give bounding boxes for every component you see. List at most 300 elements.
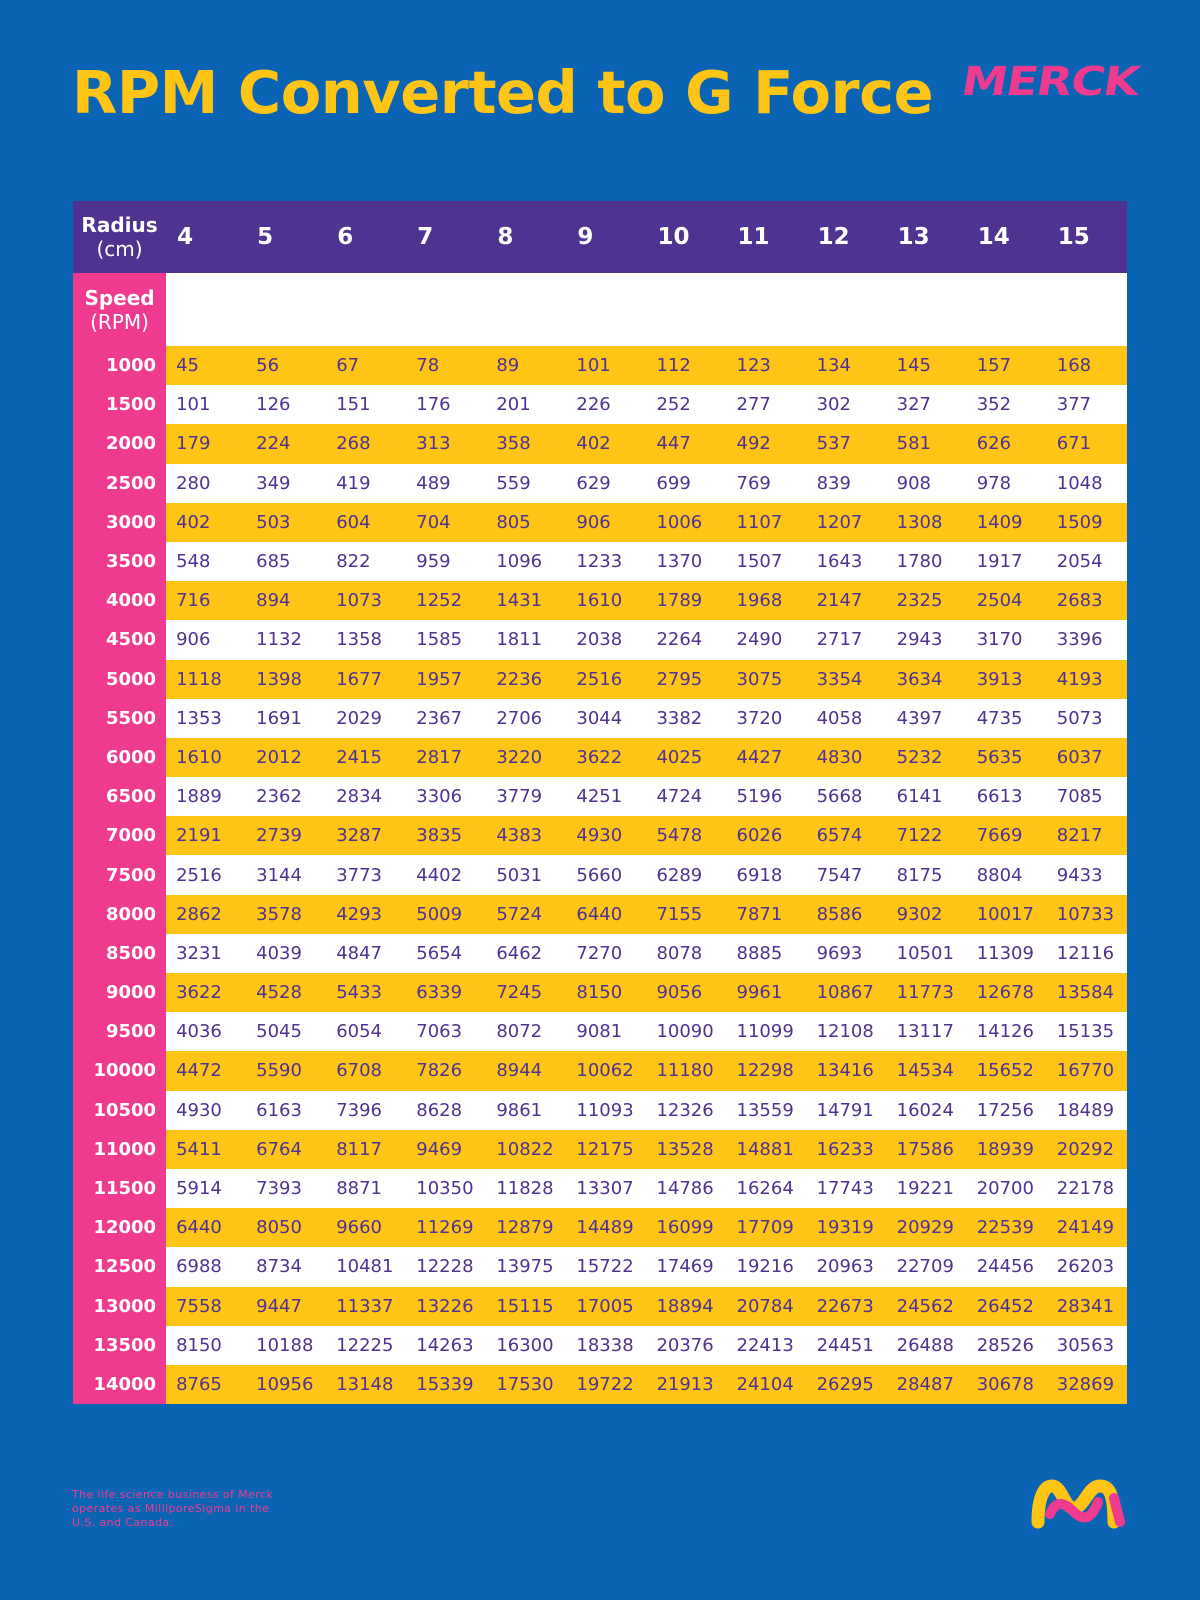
radius-unit: (cm) xyxy=(96,237,143,261)
g-force-cell: 2862 xyxy=(166,895,246,934)
g-force-cell: 6026 xyxy=(727,816,807,855)
g-force-cell: 5073 xyxy=(1047,699,1127,738)
g-force-cell: 24562 xyxy=(887,1287,967,1326)
g-force-cell: 419 xyxy=(326,464,406,503)
g-force-cell: 8586 xyxy=(807,895,887,934)
g-force-cell: 8078 xyxy=(646,934,726,973)
g-force-cell: 14263 xyxy=(406,1326,486,1365)
g-force-cell: 32869 xyxy=(1047,1365,1127,1404)
g-force-cell: 402 xyxy=(566,424,646,463)
g-force-cell: 2054 xyxy=(1047,542,1127,581)
g-force-cell: 101 xyxy=(566,346,646,385)
g-force-cell: 1507 xyxy=(727,542,807,581)
g-force-cell: 447 xyxy=(646,424,726,463)
g-force-cell: 1677 xyxy=(326,660,406,699)
g-force-cell: 16024 xyxy=(887,1091,967,1130)
g-force-cell: 7396 xyxy=(326,1091,406,1130)
g-force-cell: 2795 xyxy=(646,660,726,699)
g-force-cell: 1968 xyxy=(727,581,807,620)
g-force-cell: 6613 xyxy=(967,777,1047,816)
g-force-cell: 1308 xyxy=(887,503,967,542)
g-force-cell: 5433 xyxy=(326,973,406,1012)
g-force-cell: 7270 xyxy=(566,934,646,973)
g-force-cell: 4472 xyxy=(166,1051,246,1090)
g-force-cell: 16300 xyxy=(486,1326,566,1365)
g-force-cell: 11099 xyxy=(727,1012,807,1051)
g-force-cell: 26452 xyxy=(967,1287,1047,1326)
rpm-cell: 11000 xyxy=(73,1130,166,1169)
g-force-cell: 12116 xyxy=(1047,934,1127,973)
g-force-cell: 2191 xyxy=(166,816,246,855)
g-force-cell: 22673 xyxy=(807,1287,887,1326)
g-force-cell: 2147 xyxy=(807,581,887,620)
radius-header-12: 12 xyxy=(807,201,887,273)
g-force-cell: 56 xyxy=(246,346,326,385)
g-force-cell: 14881 xyxy=(727,1130,807,1169)
table-row xyxy=(73,895,1127,934)
table-row xyxy=(73,816,1127,855)
g-force-cell: 1006 xyxy=(646,503,726,542)
g-force-cell: 2834 xyxy=(326,777,406,816)
g-force-cell: 8150 xyxy=(166,1326,246,1365)
rpm-cell: 5500 xyxy=(73,699,166,738)
g-force-cell: 1509 xyxy=(1047,503,1127,542)
g-force-cell: 671 xyxy=(1047,424,1127,463)
g-force-cell: 145 xyxy=(887,346,967,385)
g-force-cell: 1585 xyxy=(406,620,486,659)
table-row xyxy=(73,1130,1127,1169)
g-force-cell: 2683 xyxy=(1047,581,1127,620)
g-force-cell: 3622 xyxy=(566,738,646,777)
g-force-cell: 4735 xyxy=(967,699,1047,738)
g-force-cell: 7245 xyxy=(486,973,566,1012)
g-force-cell: 11269 xyxy=(406,1208,486,1247)
g-force-cell: 604 xyxy=(326,503,406,542)
g-force-cell: 3287 xyxy=(326,816,406,855)
g-force-cell: 168 xyxy=(1047,346,1127,385)
g-force-cell: 157 xyxy=(967,346,1047,385)
g-force-cell: 3220 xyxy=(486,738,566,777)
g-force-cell: 626 xyxy=(967,424,1047,463)
g-force-cell: 7155 xyxy=(646,895,726,934)
table-row xyxy=(73,1012,1127,1051)
g-force-cell: 17743 xyxy=(807,1169,887,1208)
g-force-cell: 1917 xyxy=(967,542,1047,581)
g-force-cell: 3779 xyxy=(486,777,566,816)
g-force-cell: 7558 xyxy=(166,1287,246,1326)
g-force-cell: 2516 xyxy=(566,660,646,699)
g-force-cell: 20784 xyxy=(727,1287,807,1326)
radius-label: Radius xyxy=(81,213,158,237)
g-force-cell: 10062 xyxy=(566,1051,646,1090)
radius-header-8: 8 xyxy=(486,201,566,273)
g-force-cell: 12298 xyxy=(727,1051,807,1090)
rpm-cell: 5000 xyxy=(73,660,166,699)
g-force-cell: 1398 xyxy=(246,660,326,699)
table-row xyxy=(73,620,1127,659)
g-force-cell: 1780 xyxy=(887,542,967,581)
g-force-cell: 2367 xyxy=(406,699,486,738)
rpm-g-force-table-container xyxy=(73,201,1127,1404)
g-force-cell: 19319 xyxy=(807,1208,887,1247)
radius-header-5: 5 xyxy=(246,201,326,273)
rpm-cell: 8500 xyxy=(73,934,166,973)
g-force-cell: 17709 xyxy=(727,1208,807,1247)
g-force-cell: 6440 xyxy=(566,895,646,934)
g-force-cell: 6988 xyxy=(166,1247,246,1286)
rpm-cell: 11500 xyxy=(73,1169,166,1208)
g-force-cell: 7122 xyxy=(887,816,967,855)
g-force-cell: 2717 xyxy=(807,620,887,659)
g-force-cell: 3075 xyxy=(727,660,807,699)
speed-unit: (RPM) xyxy=(90,309,149,334)
g-force-cell: 1233 xyxy=(566,542,646,581)
g-force-cell: 822 xyxy=(326,542,406,581)
g-force-cell: 3354 xyxy=(807,660,887,699)
g-force-cell: 4402 xyxy=(406,855,486,894)
g-force-cell: 503 xyxy=(246,503,326,542)
g-force-cell: 12678 xyxy=(967,973,1047,1012)
g-force-cell: 7085 xyxy=(1047,777,1127,816)
g-force-cell: 28487 xyxy=(887,1365,967,1404)
g-force-cell: 2236 xyxy=(486,660,566,699)
g-force-cell: 15652 xyxy=(967,1051,1047,1090)
g-force-cell: 8050 xyxy=(246,1208,326,1247)
g-force-cell: 3913 xyxy=(967,660,1047,699)
g-force-cell: 9861 xyxy=(486,1091,566,1130)
g-force-cell: 1409 xyxy=(967,503,1047,542)
g-force-cell: 89 xyxy=(486,346,566,385)
g-force-cell: 6574 xyxy=(807,816,887,855)
g-force-cell: 10090 xyxy=(646,1012,726,1051)
rpm-cell: 1000 xyxy=(73,346,166,385)
g-force-cell: 1048 xyxy=(1047,464,1127,503)
g-force-cell: 5196 xyxy=(727,777,807,816)
footer-note: The life science business of Merck operates as MilliporeSigma in the U.S. and Canada. xyxy=(72,1488,274,1529)
g-force-cell: 3634 xyxy=(887,660,967,699)
g-force-cell: 6289 xyxy=(646,855,726,894)
g-force-cell: 17530 xyxy=(486,1365,566,1404)
g-force-cell: 2490 xyxy=(727,620,807,659)
g-force-cell: 10733 xyxy=(1047,895,1127,934)
g-force-cell: 581 xyxy=(887,424,967,463)
g-force-cell: 7826 xyxy=(406,1051,486,1090)
g-force-cell: 12228 xyxy=(406,1247,486,1286)
g-force-cell: 2817 xyxy=(406,738,486,777)
table-row xyxy=(73,346,1127,385)
g-force-cell: 302 xyxy=(807,385,887,424)
g-force-cell: 20929 xyxy=(887,1208,967,1247)
g-force-cell: 67 xyxy=(326,346,406,385)
rpm-cell: 3500 xyxy=(73,542,166,581)
rpm-cell: 6000 xyxy=(73,738,166,777)
g-force-cell: 112 xyxy=(646,346,726,385)
g-force-cell: 805 xyxy=(486,503,566,542)
g-force-cell: 1358 xyxy=(326,620,406,659)
g-force-cell: 14791 xyxy=(807,1091,887,1130)
table-row xyxy=(73,934,1127,973)
g-force-cell: 327 xyxy=(887,385,967,424)
g-force-cell: 1118 xyxy=(166,660,246,699)
g-force-cell: 101 xyxy=(166,385,246,424)
rpm-cell: 9500 xyxy=(73,1012,166,1051)
g-force-cell: 2943 xyxy=(887,620,967,659)
g-force-cell: 8072 xyxy=(486,1012,566,1051)
g-force-cell: 16233 xyxy=(807,1130,887,1169)
g-force-cell: 1691 xyxy=(246,699,326,738)
g-force-cell: 4058 xyxy=(807,699,887,738)
g-force-cell: 5232 xyxy=(887,738,967,777)
g-force-cell: 2706 xyxy=(486,699,566,738)
rpm-cell: 12500 xyxy=(73,1247,166,1286)
g-force-cell: 10501 xyxy=(887,934,967,973)
g-force-cell: 22709 xyxy=(887,1247,967,1286)
g-force-cell: 9056 xyxy=(646,973,726,1012)
g-force-cell: 3382 xyxy=(646,699,726,738)
speed-header-blank xyxy=(166,273,1127,346)
g-force-cell: 13307 xyxy=(566,1169,646,1208)
g-force-cell: 13117 xyxy=(887,1012,967,1051)
g-force-cell: 11828 xyxy=(486,1169,566,1208)
radius-header-6: 6 xyxy=(326,201,406,273)
g-force-cell: 8765 xyxy=(166,1365,246,1404)
rpm-cell: 10000 xyxy=(73,1051,166,1090)
g-force-cell: 10822 xyxy=(486,1130,566,1169)
g-force-cell: 5590 xyxy=(246,1051,326,1090)
g-force-cell: 10481 xyxy=(326,1247,406,1286)
g-force-cell: 959 xyxy=(406,542,486,581)
rpm-cell: 4500 xyxy=(73,620,166,659)
g-force-cell: 20700 xyxy=(967,1169,1047,1208)
g-force-cell: 7393 xyxy=(246,1169,326,1208)
g-force-cell: 978 xyxy=(967,464,1047,503)
g-force-cell: 21913 xyxy=(646,1365,726,1404)
g-force-cell: 1643 xyxy=(807,542,887,581)
g-force-cell: 10956 xyxy=(246,1365,326,1404)
rpm-cell: 2000 xyxy=(73,424,166,463)
g-force-cell: 11773 xyxy=(887,973,967,1012)
g-force-cell: 5478 xyxy=(646,816,726,855)
g-force-cell: 16770 xyxy=(1047,1051,1127,1090)
g-force-cell: 7063 xyxy=(406,1012,486,1051)
g-force-cell: 226 xyxy=(566,385,646,424)
g-force-cell: 277 xyxy=(727,385,807,424)
g-force-cell: 176 xyxy=(406,385,486,424)
g-force-cell: 6054 xyxy=(326,1012,406,1051)
g-force-cell: 151 xyxy=(326,385,406,424)
rpm-cell: 9000 xyxy=(73,973,166,1012)
page-title: RPM Converted to G Force xyxy=(72,58,934,127)
table-row xyxy=(73,973,1127,1012)
g-force-cell: 8804 xyxy=(967,855,1047,894)
g-force-cell: 126 xyxy=(246,385,326,424)
g-force-cell: 3720 xyxy=(727,699,807,738)
g-force-cell: 10017 xyxy=(967,895,1047,934)
g-force-cell: 30678 xyxy=(967,1365,1047,1404)
speed-header-row xyxy=(73,273,1127,346)
rpm-cell: 2500 xyxy=(73,464,166,503)
g-force-cell: 11180 xyxy=(646,1051,726,1090)
radius-header-14: 14 xyxy=(967,201,1047,273)
g-force-cell: 1610 xyxy=(566,581,646,620)
g-force-cell: 908 xyxy=(887,464,967,503)
g-force-cell: 16264 xyxy=(727,1169,807,1208)
merck-m-icon xyxy=(1030,1478,1128,1530)
g-force-cell: 17469 xyxy=(646,1247,726,1286)
table-row xyxy=(73,1326,1127,1365)
g-force-cell: 2415 xyxy=(326,738,406,777)
g-force-cell: 28526 xyxy=(967,1326,1047,1365)
g-force-cell: 4039 xyxy=(246,934,326,973)
merck-logo: MERCK xyxy=(958,59,1142,105)
g-force-cell: 5724 xyxy=(486,895,566,934)
g-force-cell: 14489 xyxy=(566,1208,646,1247)
table-row xyxy=(73,660,1127,699)
radius-header-15: 15 xyxy=(1047,201,1127,273)
g-force-cell: 894 xyxy=(246,581,326,620)
radius-header-11: 11 xyxy=(727,201,807,273)
g-force-cell: 15135 xyxy=(1047,1012,1127,1051)
g-force-cell: 280 xyxy=(166,464,246,503)
g-force-cell: 13975 xyxy=(486,1247,566,1286)
g-force-cell: 224 xyxy=(246,424,326,463)
g-force-cell: 313 xyxy=(406,424,486,463)
g-force-cell: 377 xyxy=(1047,385,1127,424)
g-force-cell: 8944 xyxy=(486,1051,566,1090)
radius-header-row xyxy=(73,201,1127,273)
radius-header-9: 9 xyxy=(566,201,646,273)
g-force-cell: 3170 xyxy=(967,620,1047,659)
rpm-cell: 13500 xyxy=(73,1326,166,1365)
g-force-cell: 704 xyxy=(406,503,486,542)
g-force-cell: 15339 xyxy=(406,1365,486,1404)
radius-header-13: 13 xyxy=(887,201,967,273)
g-force-cell: 4847 xyxy=(326,934,406,973)
g-force-cell: 179 xyxy=(166,424,246,463)
g-force-cell: 2029 xyxy=(326,699,406,738)
g-force-cell: 6764 xyxy=(246,1130,326,1169)
g-force-cell: 1610 xyxy=(166,738,246,777)
g-force-cell: 3773 xyxy=(326,855,406,894)
g-force-cell: 8217 xyxy=(1047,816,1127,855)
table-row xyxy=(73,581,1127,620)
g-force-cell: 268 xyxy=(326,424,406,463)
g-force-cell: 4293 xyxy=(326,895,406,934)
g-force-cell: 1889 xyxy=(166,777,246,816)
g-force-cell: 8885 xyxy=(727,934,807,973)
g-force-cell: 5668 xyxy=(807,777,887,816)
g-force-cell: 2362 xyxy=(246,777,326,816)
g-force-cell: 22178 xyxy=(1047,1169,1127,1208)
g-force-cell: 629 xyxy=(566,464,646,503)
g-force-cell: 7547 xyxy=(807,855,887,894)
g-force-cell: 5045 xyxy=(246,1012,326,1051)
g-force-cell: 3231 xyxy=(166,934,246,973)
g-force-cell: 16099 xyxy=(646,1208,726,1247)
g-force-cell: 13226 xyxy=(406,1287,486,1326)
g-force-cell: 26295 xyxy=(807,1365,887,1404)
g-force-cell: 1096 xyxy=(486,542,566,581)
g-force-cell: 13559 xyxy=(727,1091,807,1130)
g-force-cell: 20376 xyxy=(646,1326,726,1365)
g-force-cell: 1431 xyxy=(486,581,566,620)
g-force-cell: 10867 xyxy=(807,973,887,1012)
radius-header-7: 7 xyxy=(406,201,486,273)
rpm-cell: 7500 xyxy=(73,855,166,894)
g-force-cell: 769 xyxy=(727,464,807,503)
g-force-cell: 12175 xyxy=(566,1130,646,1169)
g-force-cell: 8150 xyxy=(566,973,646,1012)
g-force-cell: 352 xyxy=(967,385,1047,424)
g-force-cell: 358 xyxy=(486,424,566,463)
g-force-cell: 7871 xyxy=(727,895,807,934)
g-force-cell: 9469 xyxy=(406,1130,486,1169)
g-force-cell: 18939 xyxy=(967,1130,1047,1169)
g-force-cell: 6918 xyxy=(727,855,807,894)
g-force-cell: 5654 xyxy=(406,934,486,973)
g-force-cell: 489 xyxy=(406,464,486,503)
g-force-cell: 14126 xyxy=(967,1012,1047,1051)
rpm-g-force-table xyxy=(73,201,1127,1404)
g-force-cell: 252 xyxy=(646,385,726,424)
g-force-cell: 20292 xyxy=(1047,1130,1127,1169)
g-force-cell: 349 xyxy=(246,464,326,503)
g-force-cell: 3835 xyxy=(406,816,486,855)
g-force-cell: 15115 xyxy=(486,1287,566,1326)
g-force-cell: 1957 xyxy=(406,660,486,699)
table-row xyxy=(73,1247,1127,1286)
g-force-cell: 123 xyxy=(727,346,807,385)
g-force-cell: 2325 xyxy=(887,581,967,620)
g-force-cell: 2504 xyxy=(967,581,1047,620)
g-force-cell: 1353 xyxy=(166,699,246,738)
g-force-cell: 5411 xyxy=(166,1130,246,1169)
g-force-cell: 24104 xyxy=(727,1365,807,1404)
g-force-cell: 11093 xyxy=(566,1091,646,1130)
table-row xyxy=(73,1208,1127,1247)
g-force-cell: 9660 xyxy=(326,1208,406,1247)
g-force-cell: 906 xyxy=(566,503,646,542)
g-force-cell: 22539 xyxy=(967,1208,1047,1247)
g-force-cell: 4830 xyxy=(807,738,887,777)
g-force-cell: 839 xyxy=(807,464,887,503)
g-force-cell: 8175 xyxy=(887,855,967,894)
g-force-cell: 11337 xyxy=(326,1287,406,1326)
g-force-cell: 19722 xyxy=(566,1365,646,1404)
g-force-cell: 2264 xyxy=(646,620,726,659)
g-force-cell: 8117 xyxy=(326,1130,406,1169)
g-force-cell: 4930 xyxy=(566,816,646,855)
g-force-cell: 4251 xyxy=(566,777,646,816)
g-force-cell: 6141 xyxy=(887,777,967,816)
g-force-cell: 1789 xyxy=(646,581,726,620)
g-force-cell: 5031 xyxy=(486,855,566,894)
g-force-cell: 4036 xyxy=(166,1012,246,1051)
g-force-cell: 9081 xyxy=(566,1012,646,1051)
table-row xyxy=(73,503,1127,542)
rpm-cell: 10500 xyxy=(73,1091,166,1130)
g-force-cell: 1207 xyxy=(807,503,887,542)
rpm-cell: 8000 xyxy=(73,895,166,934)
table-row xyxy=(73,1091,1127,1130)
g-force-cell: 2038 xyxy=(566,620,646,659)
g-force-cell: 4528 xyxy=(246,973,326,1012)
g-force-cell: 26488 xyxy=(887,1326,967,1365)
g-force-cell: 30563 xyxy=(1047,1326,1127,1365)
g-force-cell: 1107 xyxy=(727,503,807,542)
table-row xyxy=(73,1169,1127,1208)
rpm-cell: 6500 xyxy=(73,777,166,816)
